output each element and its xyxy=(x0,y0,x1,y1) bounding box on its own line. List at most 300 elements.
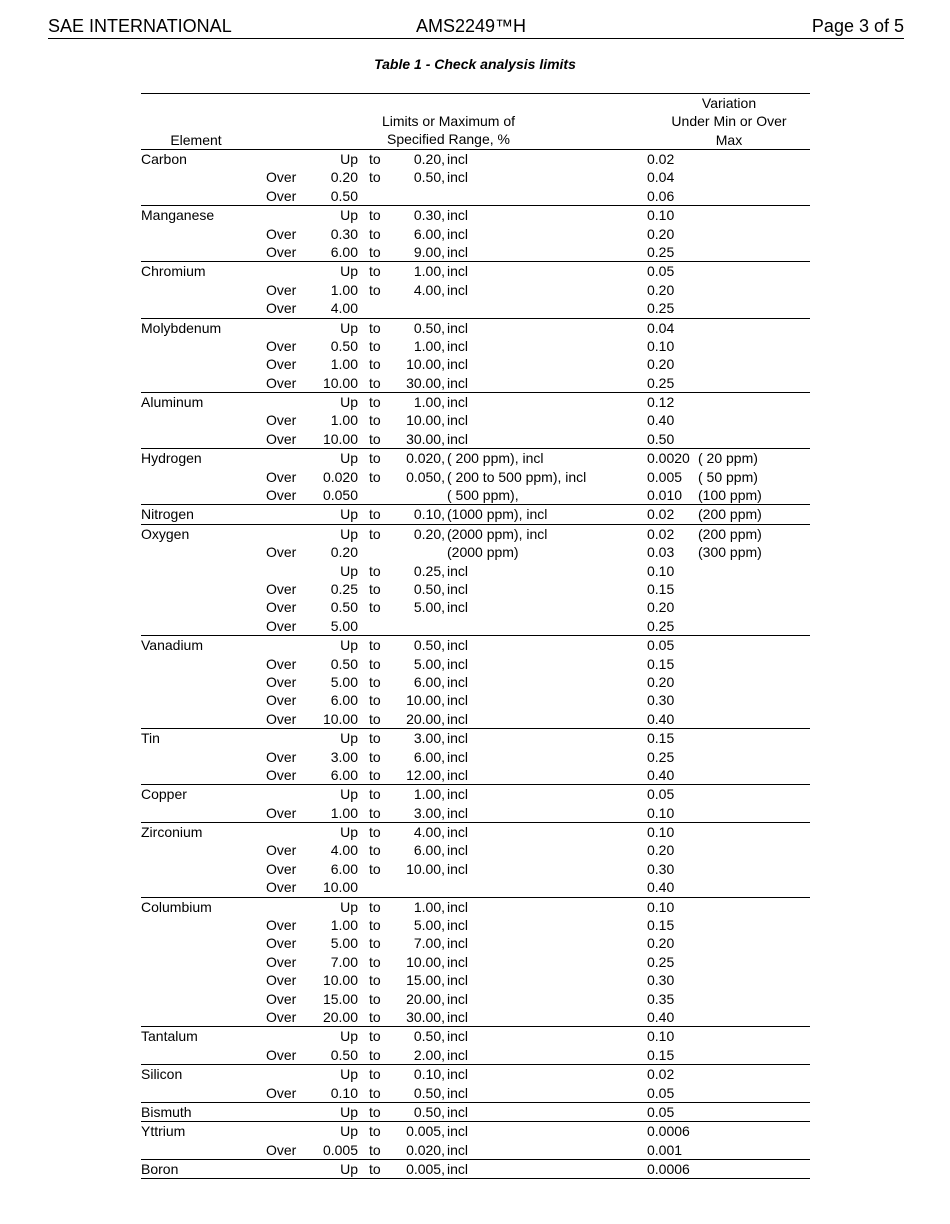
cell-element: Boron xyxy=(141,1161,179,1178)
cell-lower-limit: Up xyxy=(340,786,358,803)
cell-upper-limit: 20.00, xyxy=(406,990,445,1007)
cell-suffix: incl xyxy=(447,1084,469,1101)
cell-to: to xyxy=(369,263,381,280)
cell-upper-limit: 30.00, xyxy=(406,430,445,447)
cell-lower-limit: 0.005 xyxy=(322,1141,358,1158)
cell-to: to xyxy=(369,374,381,391)
table-row xyxy=(141,971,810,989)
cell-qualifier: Over xyxy=(266,430,297,447)
table-row xyxy=(141,934,810,952)
cell-to: to xyxy=(369,766,381,783)
cell-to: to xyxy=(369,673,381,690)
cell-suffix: incl xyxy=(447,1103,469,1120)
cell-qualifier: Over xyxy=(266,1046,297,1063)
element-group xyxy=(141,823,810,898)
cell-lower-limit: Up xyxy=(340,1028,358,1045)
cell-to: to xyxy=(369,972,381,989)
cell-to: to xyxy=(369,450,381,467)
cell-to: to xyxy=(369,842,381,859)
cell-upper-limit: 1.00, xyxy=(413,394,445,411)
cell-upper-limit: 0.005, xyxy=(406,1123,445,1140)
cell-suffix: incl xyxy=(447,710,469,727)
table-row xyxy=(141,804,810,822)
table-row xyxy=(141,281,810,299)
cell-suffix: (1000 ppm), incl xyxy=(447,506,548,523)
table-row xyxy=(141,299,810,317)
header-org: SAE INTERNATIONAL xyxy=(48,16,232,36)
cell-upper-limit: 3.00, xyxy=(413,730,445,747)
cell-to: to xyxy=(369,898,381,915)
cell-variation: 0.10 xyxy=(647,898,675,915)
cell-variation-ppm: (200 ppm) xyxy=(698,506,762,523)
cell-suffix: incl xyxy=(447,860,469,877)
cell-qualifier: Over xyxy=(266,300,297,317)
cell-variation: 0.40 xyxy=(647,1008,675,1025)
table-row xyxy=(141,766,810,784)
cell-upper-limit: 6.00, xyxy=(413,225,445,242)
cell-element: Carbon xyxy=(141,151,187,167)
element-group xyxy=(141,729,810,785)
cell-suffix: (2000 ppm) xyxy=(447,544,519,561)
cell-qualifier: Over xyxy=(266,1084,297,1101)
element-group xyxy=(141,262,810,318)
cell-variation: 0.40 xyxy=(647,766,675,783)
cell-lower-limit: 0.50 xyxy=(330,1046,358,1063)
cell-element: Chromium xyxy=(141,263,206,280)
cell-variation: 0.40 xyxy=(647,710,675,727)
cell-lower-limit: 5.00 xyxy=(330,673,358,690)
cell-to: to xyxy=(369,319,381,336)
cell-suffix: incl xyxy=(447,655,469,672)
table-row xyxy=(141,187,810,205)
cell-suffix: incl xyxy=(447,1161,469,1178)
cell-lower-limit: 10.00 xyxy=(322,972,358,989)
element-group xyxy=(141,1160,810,1179)
cell-lower-limit: 0.50 xyxy=(330,655,358,672)
cell-lower-limit: Up xyxy=(340,207,358,224)
cell-suffix: incl xyxy=(447,673,469,690)
cell-lower-limit: 0.10 xyxy=(330,1084,358,1101)
cell-lower-limit: 0.50 xyxy=(330,187,358,204)
table-row xyxy=(141,953,810,971)
table-row xyxy=(141,411,810,429)
table-row xyxy=(141,168,810,186)
cell-to: to xyxy=(369,786,381,803)
cell-qualifier: Over xyxy=(266,580,297,597)
table-row xyxy=(141,243,810,261)
cell-variation: 0.50 xyxy=(647,430,675,447)
element-group xyxy=(141,1065,810,1103)
cell-lower-limit: 6.00 xyxy=(330,243,358,260)
cell-upper-limit: 0.50, xyxy=(413,319,445,336)
cell-suffix: incl xyxy=(447,599,469,616)
cell-variation: 0.05 xyxy=(647,263,675,280)
cell-to: to xyxy=(369,1066,381,1083)
cell-to: to xyxy=(369,337,381,354)
cell-lower-limit: 10.00 xyxy=(322,374,358,391)
cell-lower-limit: Up xyxy=(340,319,358,336)
cell-lower-limit: 0.25 xyxy=(330,580,358,597)
cell-suffix: incl xyxy=(447,804,469,821)
table-row xyxy=(141,748,810,766)
cell-variation: 0.10 xyxy=(647,1028,675,1045)
cell-element: Tin xyxy=(141,730,160,747)
cell-lower-limit: Up xyxy=(340,898,358,915)
table-row xyxy=(141,916,810,934)
cell-to: to xyxy=(369,748,381,765)
table-row xyxy=(141,430,810,448)
cell-element: Copper xyxy=(141,786,187,803)
cell-lower-limit: 1.00 xyxy=(330,356,358,373)
cell-upper-limit: 3.00, xyxy=(413,804,445,821)
cell-lower-limit: 4.00 xyxy=(330,842,358,859)
table-row xyxy=(141,841,810,859)
cell-upper-limit: 0.50, xyxy=(413,580,445,597)
cell-lower-limit: 1.00 xyxy=(330,281,358,298)
cell-qualifier: Over xyxy=(266,599,297,616)
cell-to: to xyxy=(369,860,381,877)
table-row xyxy=(141,1046,810,1064)
cell-lower-limit: 15.00 xyxy=(322,990,358,1007)
cell-element: Vanadium xyxy=(141,637,204,654)
cell-variation-ppm: (300 ppm) xyxy=(698,544,762,561)
cell-variation: 0.30 xyxy=(647,692,675,709)
cell-lower-limit: Up xyxy=(340,506,358,523)
cell-to: to xyxy=(369,990,381,1007)
cell-to: to xyxy=(369,580,381,597)
table-row xyxy=(141,374,810,392)
cell-variation: 0.25 xyxy=(647,748,675,765)
cell-lower-limit: 0.20 xyxy=(330,544,358,561)
cell-lower-limit: Up xyxy=(340,151,358,167)
cell-qualifier: Over xyxy=(266,374,297,391)
table-row xyxy=(141,543,810,561)
table-body xyxy=(141,150,810,1179)
cell-qualifier: Over xyxy=(266,673,297,690)
cell-variation: 0.010 xyxy=(647,487,683,504)
table-row xyxy=(141,468,810,486)
cell-variation: 0.0006 xyxy=(647,1123,690,1140)
cell-to: to xyxy=(369,1028,381,1045)
cell-variation-ppm: ( 20 ppm) xyxy=(698,450,758,467)
cell-element: Manganese xyxy=(141,207,215,224)
cell-lower-limit: 10.00 xyxy=(322,879,358,896)
table-row xyxy=(141,580,810,598)
cell-element: Zirconium xyxy=(141,824,203,841)
cell-suffix: incl xyxy=(447,692,469,709)
cell-variation: 0.30 xyxy=(647,972,675,989)
cell-upper-limit: 1.00, xyxy=(413,337,445,354)
cell-upper-limit: 6.00, xyxy=(413,842,445,859)
cell-variation-ppm: (200 ppm) xyxy=(698,525,762,542)
cell-variation: 0.20 xyxy=(647,673,675,690)
cell-to: to xyxy=(369,562,381,579)
cell-qualifier: Over xyxy=(266,1008,297,1025)
table-row xyxy=(141,691,810,709)
table-row xyxy=(141,225,810,243)
cell-suffix: incl xyxy=(447,374,469,391)
cell-lower-limit: 10.00 xyxy=(322,710,358,727)
cell-variation: 0.0006 xyxy=(647,1161,690,1178)
element-group xyxy=(141,525,810,636)
cell-variation: 0.25 xyxy=(647,953,675,970)
cell-to: to xyxy=(369,804,381,821)
cell-suffix: incl xyxy=(447,319,469,336)
element-group xyxy=(141,1027,810,1065)
element-group xyxy=(141,393,810,449)
table-header xyxy=(141,94,810,150)
cell-upper-limit: 5.00, xyxy=(413,599,445,616)
cell-variation: 0.10 xyxy=(647,824,675,841)
element-group xyxy=(141,206,810,262)
cell-variation: 0.35 xyxy=(647,990,675,1007)
cell-qualifier: Over xyxy=(266,766,297,783)
cell-upper-limit: 0.20, xyxy=(413,525,445,542)
cell-variation: 0.02 xyxy=(647,506,675,523)
cell-to: to xyxy=(369,1141,381,1158)
cell-suffix: incl xyxy=(447,281,469,298)
table-row xyxy=(141,1103,810,1121)
cell-lower-limit: 1.00 xyxy=(330,412,358,429)
table-row xyxy=(141,525,810,543)
cell-to: to xyxy=(369,394,381,411)
cell-upper-limit: 0.50, xyxy=(413,1028,445,1045)
cell-upper-limit: 0.10, xyxy=(413,1066,445,1083)
table-row xyxy=(141,729,810,747)
table-row xyxy=(141,990,810,1008)
cell-element: Silicon xyxy=(141,1066,183,1083)
cell-variation: 0.15 xyxy=(647,655,675,672)
cell-variation: 0.02 xyxy=(647,151,675,167)
cell-lower-limit: Up xyxy=(340,562,358,579)
cell-element: Nitrogen xyxy=(141,506,194,523)
cell-to: to xyxy=(369,207,381,224)
cell-qualifier: Over xyxy=(266,337,297,354)
cell-suffix: incl xyxy=(447,990,469,1007)
cell-to: to xyxy=(369,430,381,447)
cell-to: to xyxy=(369,281,381,298)
cell-suffix: incl xyxy=(447,972,469,989)
cell-element: Bismuth xyxy=(141,1103,192,1120)
cell-to: to xyxy=(369,1008,381,1025)
cell-upper-limit: 6.00, xyxy=(413,673,445,690)
cell-lower-limit: 6.00 xyxy=(330,766,358,783)
cell-upper-limit: 5.00, xyxy=(413,917,445,934)
cell-variation: 0.20 xyxy=(647,281,675,298)
cell-qualifier: Over xyxy=(266,692,297,709)
cell-upper-limit: 2.00, xyxy=(413,1046,445,1063)
cell-variation-ppm: ( 50 ppm) xyxy=(698,468,758,485)
table-row xyxy=(141,1141,810,1159)
cell-qualifier: Over xyxy=(266,935,297,952)
cell-suffix: incl xyxy=(447,935,469,952)
cell-to: to xyxy=(369,1046,381,1063)
cell-suffix: incl xyxy=(447,953,469,970)
cell-upper-limit: 0.005, xyxy=(406,1161,445,1178)
cell-to: to xyxy=(369,1161,381,1178)
cell-qualifier: Over xyxy=(266,860,297,877)
cell-suffix: incl xyxy=(447,748,469,765)
cell-lower-limit: Up xyxy=(340,263,358,280)
cell-upper-limit: 1.00, xyxy=(413,898,445,915)
cell-to: to xyxy=(369,599,381,616)
cell-variation-ppm: (100 ppm) xyxy=(698,487,762,504)
cell-suffix: incl xyxy=(447,786,469,803)
cell-upper-limit: 0.10, xyxy=(413,506,445,523)
cell-variation: 0.06 xyxy=(647,187,675,204)
cell-suffix: incl xyxy=(447,842,469,859)
element-group xyxy=(141,1103,810,1122)
table-row xyxy=(141,1027,810,1045)
cell-suffix: ( 200 ppm), incl xyxy=(447,450,544,467)
cell-qualifier: Over xyxy=(266,412,297,429)
cell-variation: 0.40 xyxy=(647,412,675,429)
table-row xyxy=(141,823,810,841)
cell-suffix: incl xyxy=(447,1046,469,1063)
cell-upper-limit: 1.00, xyxy=(413,263,445,280)
cell-variation: 0.10 xyxy=(647,337,675,354)
cell-variation: 0.04 xyxy=(647,319,675,336)
cell-qualifier: Over xyxy=(266,972,297,989)
cell-qualifier: Over xyxy=(266,804,297,821)
table-row xyxy=(141,860,810,878)
cell-variation: 0.10 xyxy=(647,562,675,579)
cell-suffix: ( 200 to 500 ppm), incl xyxy=(447,468,587,485)
cell-upper-limit: 10.00, xyxy=(406,356,445,373)
table-row xyxy=(141,785,810,803)
cell-upper-limit: 0.050, xyxy=(406,468,445,485)
cell-element: Hydrogen xyxy=(141,450,202,467)
cell-to: to xyxy=(369,730,381,747)
cell-lower-limit: 0.20 xyxy=(330,169,358,186)
cell-to: to xyxy=(369,917,381,934)
cell-element: Aluminum xyxy=(141,394,204,411)
cell-variation: 0.05 xyxy=(647,1084,675,1101)
cell-variation: 0.20 xyxy=(647,935,675,952)
table-row xyxy=(141,355,810,373)
cell-lower-limit: 5.00 xyxy=(330,617,358,634)
cell-variation: 0.15 xyxy=(647,1046,675,1063)
cell-qualifier: Over xyxy=(266,842,297,859)
table-row xyxy=(141,262,810,280)
cell-suffix: incl xyxy=(447,412,469,429)
cell-to: to xyxy=(369,935,381,952)
cell-lower-limit: 1.00 xyxy=(330,804,358,821)
cell-suffix: incl xyxy=(447,917,469,934)
cell-qualifier: Over xyxy=(266,655,297,672)
cell-qualifier: Over xyxy=(266,187,297,204)
cell-to: to xyxy=(369,243,381,260)
table-row xyxy=(141,206,810,224)
cell-suffix: incl xyxy=(447,337,469,354)
cell-upper-limit: 10.00, xyxy=(406,692,445,709)
cell-suffix: incl xyxy=(447,394,469,411)
cell-lower-limit: 6.00 xyxy=(330,692,358,709)
cell-upper-limit: 0.25, xyxy=(413,562,445,579)
cell-qualifier: Over xyxy=(266,879,297,896)
cell-variation: 0.30 xyxy=(647,860,675,877)
table-row xyxy=(141,636,810,654)
cell-variation: 0.12 xyxy=(647,394,675,411)
table-row xyxy=(141,878,810,896)
cell-to: to xyxy=(369,525,381,542)
cell-upper-limit: 30.00, xyxy=(406,1008,445,1025)
cell-variation: 0.25 xyxy=(647,243,675,260)
cell-upper-limit: 0.50, xyxy=(413,1103,445,1120)
header-page-number: Page 3 of 5 xyxy=(811,16,904,36)
cell-suffix: incl xyxy=(447,637,469,654)
cell-suffix: ( 500 ppm), xyxy=(447,487,519,504)
cell-lower-limit: Up xyxy=(340,1103,358,1120)
table-row xyxy=(141,673,810,691)
cell-variation: 0.40 xyxy=(647,879,675,896)
cell-variation: 0.05 xyxy=(647,637,675,654)
table-caption: Table 1 - Check analysis limits xyxy=(374,56,576,72)
cell-qualifier: Over xyxy=(266,225,297,242)
cell-qualifier: Over xyxy=(266,243,297,260)
cell-upper-limit: 15.00, xyxy=(406,972,445,989)
cell-lower-limit: 7.00 xyxy=(330,953,358,970)
cell-upper-limit: 4.00, xyxy=(413,281,445,298)
table-row xyxy=(141,617,810,635)
cell-qualifier: Over xyxy=(266,169,297,186)
cell-suffix: incl xyxy=(447,430,469,447)
cell-lower-limit: 6.00 xyxy=(330,860,358,877)
cell-to: to xyxy=(369,1084,381,1101)
cell-variation: 0.03 xyxy=(647,544,675,561)
table-row xyxy=(141,1122,810,1140)
cell-upper-limit: 0.020, xyxy=(406,1141,445,1158)
cell-to: to xyxy=(369,1123,381,1140)
cell-qualifier: Over xyxy=(266,281,297,298)
cell-variation: 0.05 xyxy=(647,1103,675,1120)
cell-upper-limit: 0.20, xyxy=(413,151,445,167)
cell-suffix: incl xyxy=(447,263,469,280)
cell-qualifier: Over xyxy=(266,468,297,485)
cell-lower-limit: 0.50 xyxy=(330,599,358,616)
cell-element: Tantalum xyxy=(141,1028,198,1045)
cell-suffix: incl xyxy=(447,1008,469,1025)
element-group xyxy=(141,319,810,394)
cell-suffix: incl xyxy=(447,562,469,579)
cell-suffix: incl xyxy=(447,169,469,186)
cell-to: to xyxy=(369,506,381,523)
cell-variation: 0.20 xyxy=(647,225,675,242)
cell-suffix: incl xyxy=(447,730,469,747)
cell-variation: 0.15 xyxy=(647,917,675,934)
cell-upper-limit: 0.50, xyxy=(413,169,445,186)
table-row xyxy=(141,710,810,728)
element-group xyxy=(141,505,810,524)
table-row xyxy=(141,598,810,616)
table-row xyxy=(141,150,810,168)
cell-variation: 0.25 xyxy=(647,617,675,634)
cell-upper-limit: 1.00, xyxy=(413,786,445,803)
table-row xyxy=(141,505,810,523)
cell-element: Molybdenum xyxy=(141,319,222,336)
element-group xyxy=(141,449,810,505)
cell-variation: 0.04 xyxy=(647,169,675,186)
table-row xyxy=(141,1160,810,1178)
cell-suffix: incl xyxy=(447,1028,469,1045)
cell-variation: 0.005 xyxy=(647,468,683,485)
cell-qualifier: Over xyxy=(266,748,297,765)
cell-suffix: incl xyxy=(447,1141,469,1158)
cell-element: Columbium xyxy=(141,898,212,915)
cell-qualifier: Over xyxy=(266,710,297,727)
cell-qualifier: Over xyxy=(266,356,297,373)
cell-element: Yttrium xyxy=(141,1123,186,1140)
